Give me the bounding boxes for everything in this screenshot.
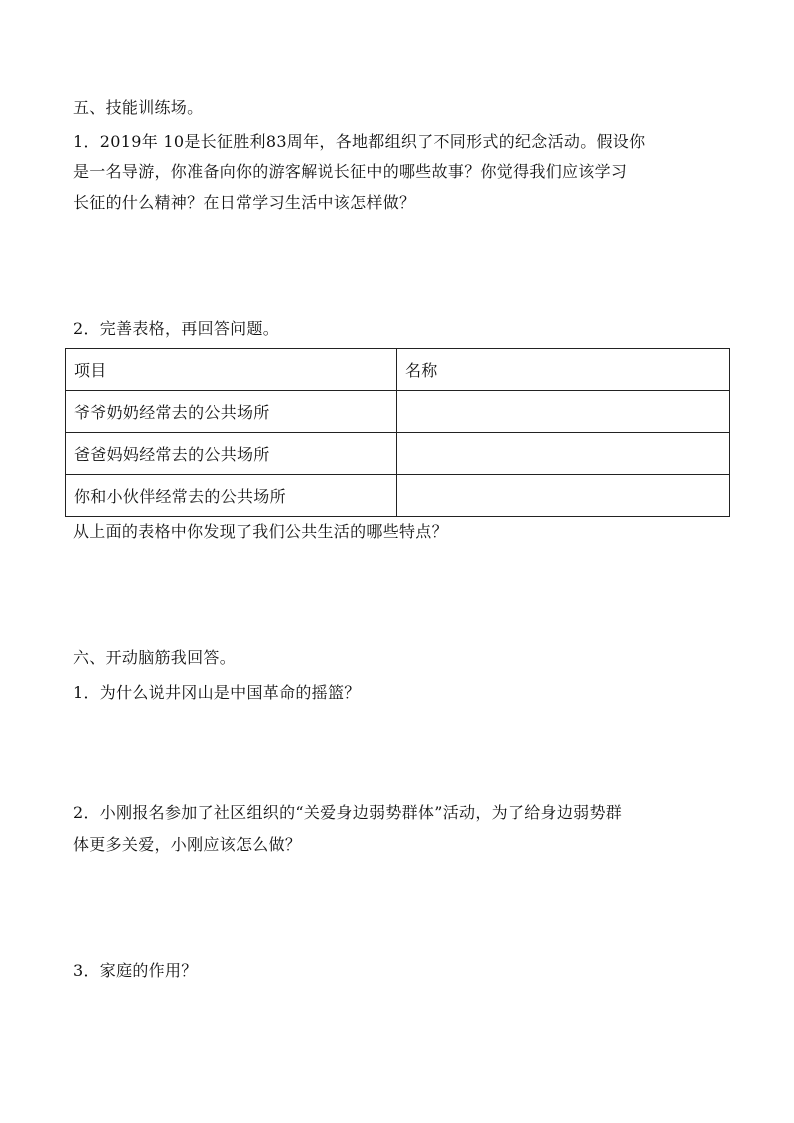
table-header-name: 名称 [397, 349, 730, 391]
table-cell-answer[interactable] [397, 475, 730, 517]
table-row [66, 475, 730, 517]
table-cell-answer[interactable] [397, 433, 730, 475]
public-places-table [65, 348, 730, 517]
section-6-heading: 六、开动脑筋我回答。 [73, 648, 237, 667]
table-row [66, 433, 730, 475]
question-6-2-line-2: 体更多关爱，小刚应该怎么做？ [73, 835, 302, 854]
table-cell-item: 爷爷奶奶经常去的公共场所 [66, 391, 397, 433]
question-6-2-line-1: 2．小刚报名参加了社区组织的“关爱身边弱势群体”活动，为了给身边弱势群 [73, 803, 623, 822]
question-6-3: 3．家庭的作用？ [73, 961, 198, 980]
section-5-heading: 五、技能训练场。 [73, 98, 204, 117]
table-header-row [66, 349, 730, 391]
table-cell-item: 你和小伙伴经常去的公共场所 [66, 475, 397, 517]
table-row [66, 391, 730, 433]
question-5-1-line-3: 长征的什么精神？在日常学习生活中该怎样做？ [73, 193, 416, 212]
question-5-2-prompt: 2．完善表格，再回答问题。 [73, 319, 280, 338]
table-cell-answer[interactable] [397, 391, 730, 433]
table-header-item: 项目 [66, 349, 397, 391]
table-cell-item: 爸爸妈妈经常去的公共场所 [66, 433, 397, 475]
question-6-1: 1．为什么说井冈山是中国革命的摇篮？ [73, 683, 361, 702]
question-5-1-line-2: 是一名导游，你准备向你的游客解说长征中的哪些故事？你觉得我们应该学习 [73, 162, 628, 181]
question-5-2-followup: 从上面的表格中你发现了我们公共生活的哪些特点？ [73, 522, 448, 541]
question-5-1-line-1: 1．2019年 10是长征胜利83周年，各地都组织了不同形式的纪念活动。假设你 [73, 132, 646, 151]
